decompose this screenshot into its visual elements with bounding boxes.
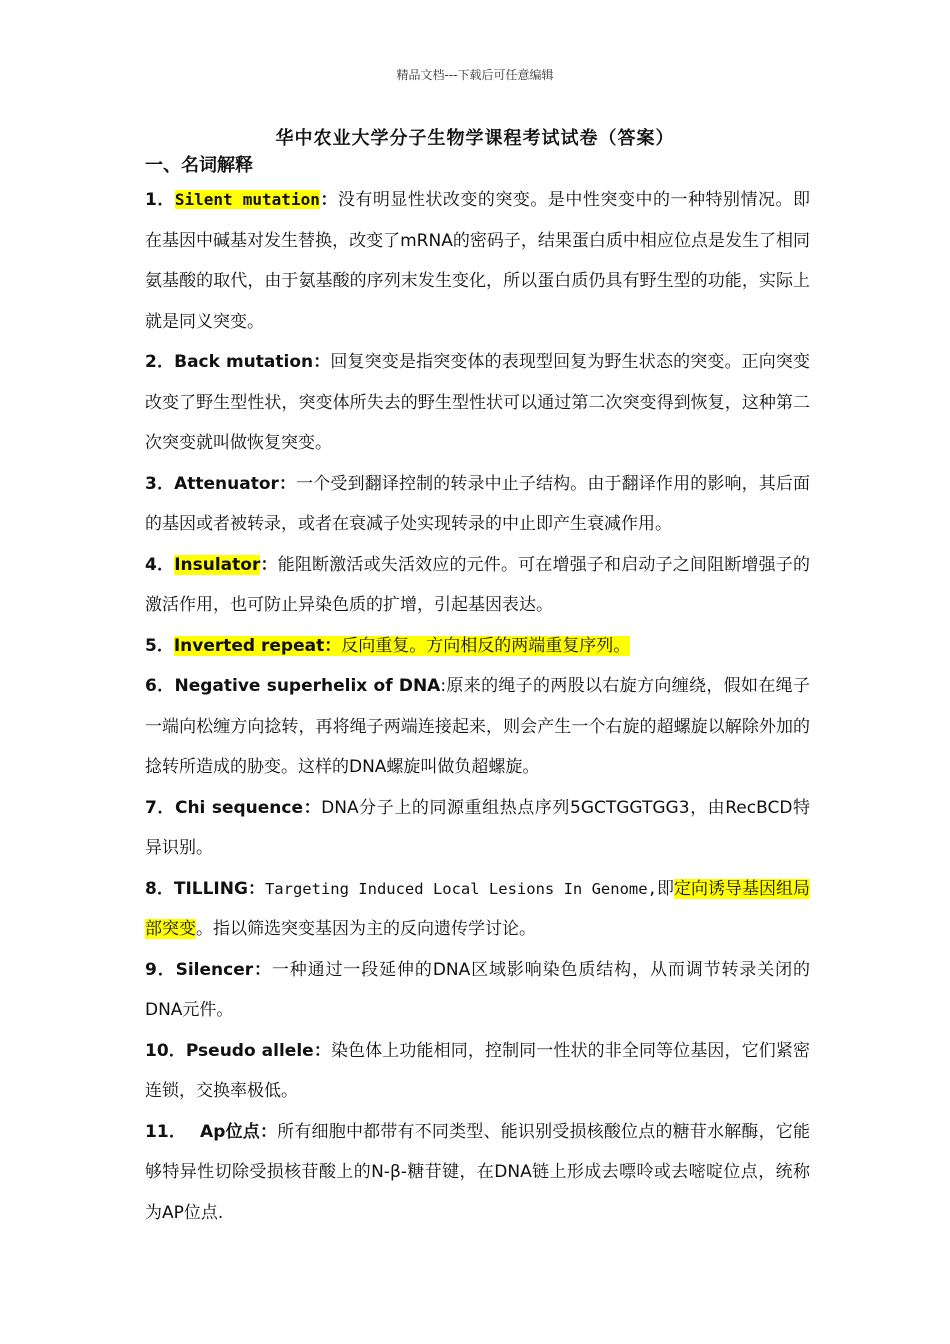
term-separator: ：	[259, 1121, 278, 1142]
definition-text: 。指以筛选突变基因为主的反向遗传学讨论。	[196, 919, 536, 939]
item-number: 7．	[145, 797, 175, 818]
item-number: 5．	[145, 635, 174, 656]
header-note: 精品文档---下载后可任意编辑	[396, 68, 554, 82]
term-separator: ：	[324, 635, 342, 656]
term-insulator: Insulator	[174, 554, 261, 575]
term-separator: ：	[278, 473, 297, 494]
term-separator: ：	[253, 959, 272, 980]
term-pseudo-allele: Pseudo allele	[185, 1040, 314, 1061]
definition-item-ap-site	[145, 1112, 810, 1234]
definition-text: 能阻断激活或失活效应的元件。可在增强子和启动子之间阻断增强子的激活作用，也可防止异染色质的扩增，引起基因表达。	[145, 554, 810, 615]
definition-text: 染色体上功能相同，控制同一性状的非全同等位基因，它们紧密连锁，交换率极低。	[145, 1040, 810, 1101]
tilling-prefix: 即	[656, 878, 674, 899]
term-tilling: TILLING	[173, 878, 248, 899]
item-number: 2．	[145, 352, 175, 372]
item-number: 8．	[145, 878, 174, 899]
definition-item-negative-superhelix	[145, 666, 810, 788]
term-chi-sequence: Chi sequence	[174, 797, 304, 818]
definition-text: 所有细胞中都带有不同类型、能识别受损核酸位点的糖苷水解酶，它能够特异性切除受损核苷酸上的N-β-糖苷键，在DNA链上形成去嘌呤或去嘧啶位点，统称为AP位点.	[145, 1121, 811, 1223]
item-number: 4．	[145, 554, 175, 575]
definition-text: 回复突变是指突变体的表现型回复为野生状态的突变。正向突变改变了野生型性状，突变体所失去的野生型性状可以通过第二次突变得到恢复，这种第二次突变就叫做恢复突变。	[145, 352, 811, 453]
definition-item-insulator	[145, 545, 810, 626]
term-back-mutation: Back mutation	[174, 352, 314, 372]
term-separator: ：	[260, 554, 278, 575]
tilling-expansion: Targeting Induced Local Lesions In Genome,	[264, 879, 657, 898]
term-separator: ：	[303, 797, 322, 818]
definition-text: 一个受到翻译控制的转录中止子结构。由于翻译作用的影响，其后面的基因或者被转录，或者在衰减子处实现转录的中止即产生衰减作用。	[145, 473, 810, 534]
definition-item-inverted-repeat	[145, 626, 810, 667]
term-separator: ：	[319, 190, 338, 210]
term-separator: ：	[313, 352, 331, 372]
definition-item-tilling	[145, 869, 810, 950]
term-inverted-repeat: Inverted repeat	[173, 635, 325, 656]
term-attenuator: Attenuator	[174, 473, 279, 494]
term-ap-site: Ap位点	[200, 1121, 260, 1142]
definition-text: 反向重复。方向相反的两端重复序列。	[341, 635, 631, 656]
term-separator: ：	[247, 878, 265, 899]
tilling-highlight: 定向诱导基因组局部突变	[145, 878, 811, 939]
definition-item-back-mutation	[145, 342, 810, 464]
definition-item-pseudo-allele	[145, 1031, 810, 1112]
item-number: 6．	[145, 676, 175, 696]
section-heading: 一、名词解释	[145, 155, 253, 176]
term-silent-mutation: Silent mutation	[174, 190, 320, 209]
item-number: 1．	[145, 190, 175, 210]
definition-text: 原来的绳子的两股以右旋方向缠绕，假如在绳子一端向松缠方向捻转，再将绳子两端连接起来，则会产生一个右旋的超螺旋以解除外加的捻转所造成的胁变。这样的DNA螺旋叫做负超螺旋。	[145, 676, 810, 777]
definition-text: DNA分子上的同源重组热点序列5GCTGGTGG3，由RecBCD特异识别。	[145, 797, 810, 858]
term-separator: :	[440, 676, 447, 696]
term-negative-superhelix: Negative superhelix of DNA	[174, 676, 441, 696]
item-number: 10．	[145, 1040, 186, 1061]
definition-text: 一种通过一段延伸的DNA区域影响染色质结构，从而调节转录关闭的DNA元件。	[145, 959, 810, 1020]
definition-text: 没有明显性状改变的突变。是中性突变中的一种特别情况。即在基因中碱基对发生替换，改变了mRNA的密码子，结果蛋白质中相应位点是发生了相同氨基酸的取代，由于氨基酸的序列末发生变化，所以蛋白质仍具有野生型的功能，实际上就是同义突变。	[145, 190, 810, 332]
term-silencer: Silencer	[175, 959, 254, 980]
definition-item-attenuator	[145, 464, 810, 545]
definition-item-chi-sequence	[145, 788, 810, 869]
item-number: 9．	[145, 959, 176, 980]
definition-list	[145, 180, 810, 1233]
definition-item-silencer	[145, 950, 810, 1031]
term-separator: ：	[313, 1040, 331, 1061]
definition-item-silent-mutation	[145, 180, 810, 342]
page-title: 华中农业大学分子生物学课程考试试卷（答案）	[275, 128, 675, 149]
item-number: 11．	[145, 1121, 187, 1142]
item-number: 3．	[145, 473, 175, 494]
